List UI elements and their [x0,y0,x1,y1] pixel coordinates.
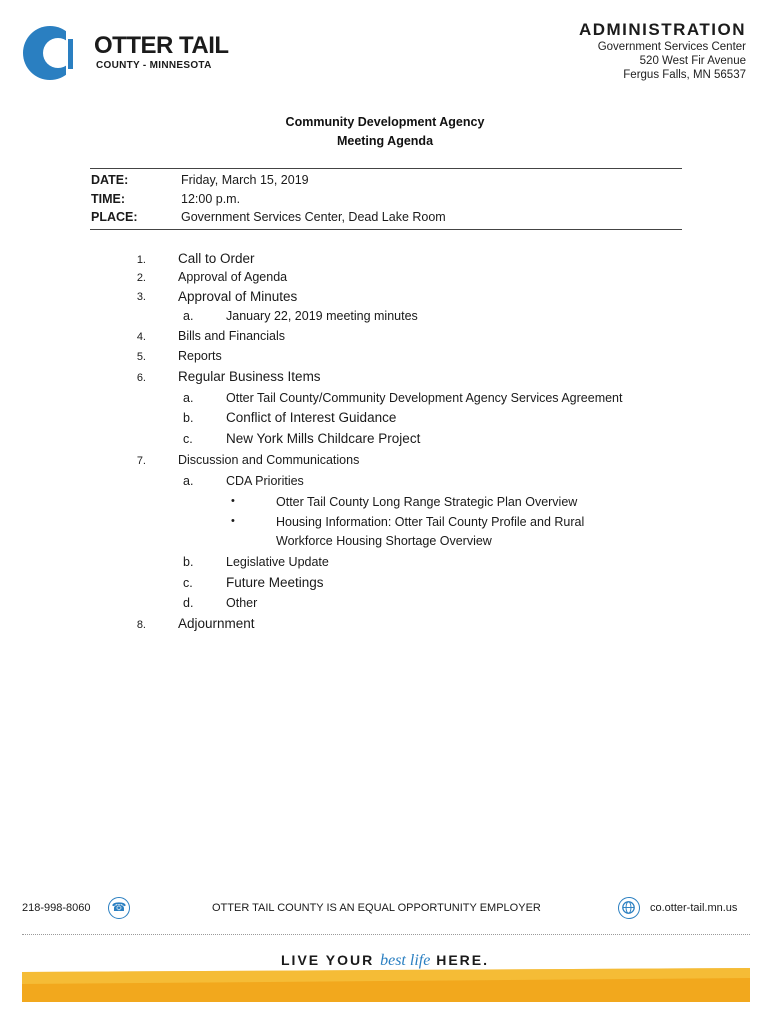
agenda-item: Call to Order [178,251,255,266]
address-line: 520 West Fir Avenue [639,55,746,67]
item-number: 4. [136,331,146,343]
footer-divider [22,934,750,935]
logo-title: OTTER TAIL [94,32,229,59]
address-line: Government Services Center [597,41,746,53]
item-number: 2. [136,272,146,284]
sub-item-letter: a. [183,474,194,488]
place-label: PLACE: [91,210,138,224]
agenda-item: Bills and Financials [178,329,285,343]
sub-item-letter: a. [183,309,194,323]
agenda-item: Discussion and Communications [178,453,360,467]
sub-item-letter: d. [183,596,194,610]
agenda-item: Approval of Agenda [178,270,288,284]
sub-item: Other [226,596,258,610]
sub-item: January 22, 2019 meeting minutes [226,309,418,323]
document-subtitle: Meeting Agenda [336,134,434,148]
footer-color-band [22,968,750,1002]
bullet-item-continued: Workforce Housing Shortage Overview [276,534,492,548]
department-title: ADMINISTRATION [578,20,746,39]
phone-icon: ☎ [108,897,130,919]
slogan-part: HERE. [436,952,489,968]
sub-item: Conflict of Interest Guidance [226,410,397,425]
sub-item: Legislative Update [226,555,329,569]
globe-icon [618,897,640,919]
footer-website[interactable]: co.otter-tail.mn.us [650,902,738,914]
sub-item: Otter Tail County/Community Development Agency Services Agreement [226,391,623,405]
item-number: 6. [136,372,146,384]
document-title: Community Development Agency [285,115,485,129]
date-label: DATE: [91,173,129,187]
item-number: 5. [136,351,146,363]
slogan-part: LIVE YOUR [281,952,375,968]
bullet-item: Housing Information: Otter Tail County Profile and Rural [276,515,585,529]
time-value: 12:00 p.m. [181,192,241,206]
agenda-item: Regular Business Items [178,369,321,384]
logo-subtitle: COUNTY - MINNESOTA [96,60,212,71]
bullet: • [231,495,235,507]
divider [90,168,682,169]
sub-item-letter: c. [183,576,193,590]
item-number: 1. [136,254,146,266]
agenda-item: Reports [178,349,222,363]
item-number: 8. [136,619,146,631]
sub-item: CDA Priorities [226,474,304,488]
agenda-item: Adjournment [178,616,255,631]
item-number: 7. [136,455,146,467]
sub-item: Future Meetings [226,575,324,590]
date-value: Friday, March 15, 2019 [181,173,309,187]
bullet: • [231,515,235,527]
sub-item-letter: b. [183,555,194,569]
footer-phone: 218-998-8060 [22,902,91,914]
slogan-emphasis: best life [380,952,431,969]
item-number: 3. [136,291,146,303]
address-line: Fergus Falls, MN 56537 [623,69,746,81]
place-value: Government Services Center, Dead Lake Room [181,210,446,224]
bullet-item: Otter Tail County Long Range Strategic Plan Overview [276,495,578,509]
agenda-item: Approval of Minutes [178,289,298,304]
footer-eoe: OTTER TAIL COUNTY IS AN EQUAL OPPORTUNITY EMPLOYER [212,902,541,914]
sub-item-letter: c. [183,432,193,446]
sub-item-letter: a. [183,391,194,405]
time-label: TIME: [91,192,126,206]
sub-item: New York Mills Childcare Project [226,431,421,446]
divider [90,229,682,230]
sub-item-letter: b. [183,411,194,425]
